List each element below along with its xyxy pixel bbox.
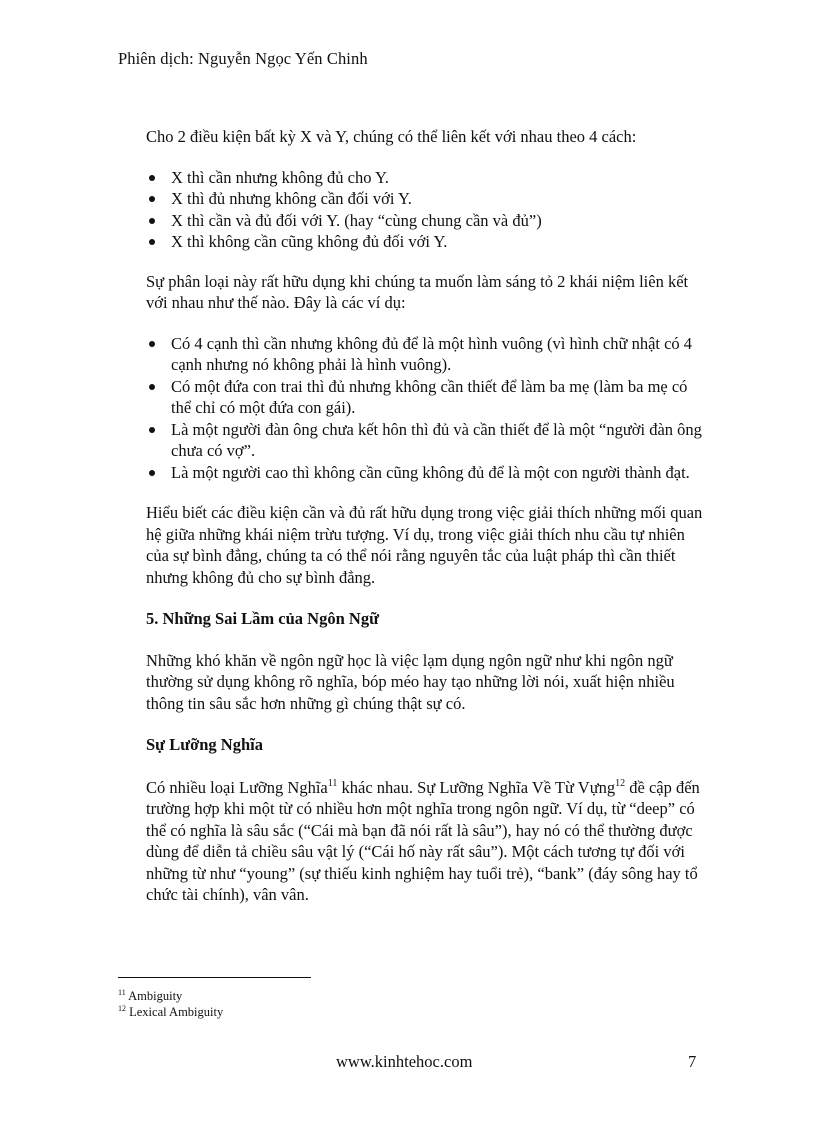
list-item: Có 4 cạnh thì cần nhưng không đủ để là một hình vuông (vì hình chữ nhật có 4 cạnh nhưng nó không phải là hình vuông).	[146, 333, 706, 376]
page-header: Phiên dịch: Nguyễn Ngọc Yến Chinh	[118, 49, 368, 68]
footnote-number: 12	[118, 1004, 126, 1013]
ambiguity-text-1: Có nhiều loại Lưỡng Nghĩa	[146, 777, 328, 797]
footnote-ref: 11	[327, 777, 338, 789]
section-heading: 5. Những Sai Lầm của Ngôn Ngữ	[146, 609, 379, 628]
ambiguity-paragraph	[146, 777, 706, 906]
classification-paragraph: Sự phân loại này rất hữu dụng khi chúng ta muốn làm sáng tỏ 2 khái niệm liên kết với nhau như thế nào. Đây là các ví dụ:	[146, 271, 689, 312]
footnote-text: Lexical Ambiguity	[129, 1005, 224, 1019]
page-number: 7	[688, 1052, 697, 1071]
list-item: X thì cần và đủ đối với Y. (hay “cùng chung cần và đủ”)	[146, 210, 706, 232]
ambiguity-text-2: khác nhau. Sự Lưỡng Nghĩa Về Từ Vựng	[337, 777, 616, 797]
section-paragraph: Những khó khăn về ngôn ngữ học là việc lạm dụng ngôn ngữ như khi ngôn ngữ thường sử dụng không rõ nghĩa, bóp méo hay tạo những lời nói, xuất hiện nhiều thông tin sâu sắc hơn những gì chúng thật sự có.	[146, 650, 675, 713]
list-item: X thì cần nhưng không đủ cho Y.	[146, 167, 706, 189]
footnote-text: Ambiguity	[128, 989, 183, 1003]
main-content	[146, 126, 706, 906]
footnote	[118, 1004, 223, 1020]
understanding-paragraph: Hiểu biết các điều kiện cần và đủ rất hữu dụng trong việc giải thích những mối quan hệ giữa những khái niệm trừu tượng. Ví dụ, trong việc giải thích nhu cầu tự nhiên của sự bình đẳng, chúng ta có thể nói rằng nguyên tắc của luật pháp thì cần thiết nhưng không đủ cho sự bình đẳng.	[146, 503, 703, 587]
footer-website: www.kinhtehoc.com	[336, 1052, 473, 1071]
list-item: Là một người cao thì không cần cũng không đủ để là một con người thành đạt.	[146, 462, 706, 484]
footnote	[118, 988, 223, 1004]
footnotes	[118, 988, 223, 1020]
subsection-heading: Sự Lưỡng Nghĩa	[146, 735, 263, 754]
footnote-ref: 12	[615, 777, 626, 789]
examples-list	[146, 333, 706, 484]
footnote-number: 11	[118, 988, 126, 997]
intro-paragraph: Cho 2 điều kiện bất kỳ X và Y, chúng có thể liên kết với nhau theo 4 cách:	[146, 127, 637, 146]
list-item: Là một người đàn ông chưa kết hôn thì đủ và cần thiết để là một “người đàn ông chưa có vợ”.	[146, 419, 706, 462]
ambiguity-text-3: đề cập đến trường hợp khi một từ có nhiều hơn một nghĩa trong ngôn ngữ. Ví dụ, từ “deep” có thể có nghĩa là sâu sắc (“Cái mà bạn đã nói rất là sâu”), hay nó có thể thường được dùng để diễn tả chiều sâu vật lý (“Cái hố này rất sâu”). Một cách tương tự đối với những từ như “young” (sự thiếu kinh nghiệm hay tuổi trẻ), “bank” (đáy sông hay tổ chức tài chính), vân vân.	[146, 777, 700, 904]
list-item: X thì đủ nhưng không cần đối với Y.	[146, 188, 706, 210]
list-item: Có một đứa con trai thì đủ nhưng không cần thiết để làm ba mẹ (làm ba mẹ có thể chỉ có một đứa con gái).	[146, 376, 706, 419]
relations-list	[146, 167, 706, 253]
footnote-divider	[118, 977, 311, 978]
list-item: X thì không cần cũng không đủ đối với Y.	[146, 231, 706, 253]
